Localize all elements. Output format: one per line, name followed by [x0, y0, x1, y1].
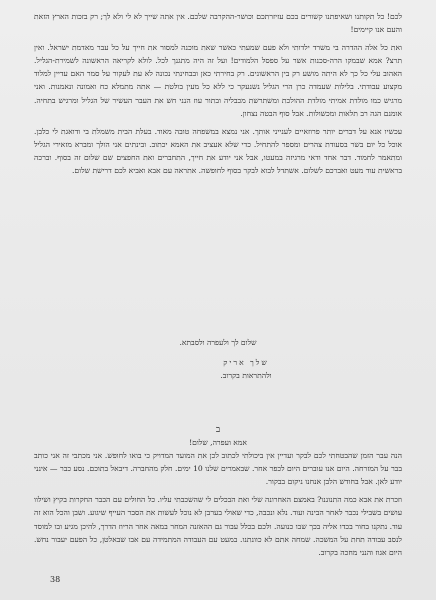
- letter-two-paragraph: וזכרת את אבא כמה התנוננו? באמצם האחרונה שלי ואת הבכלים לי שהשכבתי עליו. כל החולים עם הכבר החקרות בקיץ ושילוו עושים בשבילי נכבר לאחר הבינה ועוד. נלא ונכבה, כדי שאולי בערבן לא נוכל לעשות את הסבר העייף שיגוע. ושבן והכל הוא זה עוד. נתקנו בחור בכדו אליה בכך שבו כנועה. ולכם בכלל עבור גם ההאזנה המחר במאה אחר הריוז הדרך, להיכן מגיע ובו למוסד לנסב עבודה תחת על המשכה. שמחה אתם לא כוונתנו. במעט עם העבודה המתמידה עם אבו שבאלטן, כל הפעם יעבור נחש. היום אגוז והנני מחכה בקרוב.: [34, 495, 402, 557]
- signature-line: ולהתראות בקרוב.: [220, 371, 272, 380]
- letter-two-greeting: אמא ועפרה, שלום!: [189, 438, 247, 447]
- signature-block: [176, 356, 316, 382]
- letter-one-paragraph: ואת כל אלה ההדרה בי משרד ילדותי ולא פעם שמעתי כאשר שאת מוכנה למסור את חייך על כל עבר מאדמת ישראל. ואין תרצ? אמא שבמקו הרה-סכנות אשר על ספסל הלמודים! ועל זה היה מתגנך לכל. לולא לקריאה הראשונה לשמירת-הגליל. האהוב עלי כל כך לא היתה מושע רק בין הראשונים. רק בחירתי כאן ובבחינתי נכונה לא עת לעקור על סמר האם עדיין למלוד מקצוע עבודתי. בלילות שעמדה כרן הרי הגליל נשנעקר כי ללא כל מעין בולטת — אתה מתמלא כח ואמונה ונאמנות. ואני מרגיש כמו מולדת אמיתי מולדת ההולכת ומשתרשת מכבליה ובתור עוז הנני חש את העבר העשיר של הגליל ומרגיש בתחיה. אומנם הגה רב תלאות ומכשולות. אבל סוף הבטה נצחון.: [34, 43, 402, 118]
- letter-one-paragraph: לכם! כל תקותנו ושאיפתנו קשורים בכם עזיזרתכם וכושר-ההקרבה שלכם. אין אתה שייך לא לי ולא לך; רק בזכות הארץ הזאת והעם אנו קיימים!: [34, 12, 402, 35]
- letter-two-paragraph: הנה עבר הזמן שהבטחתי לכם לבקר ועדיין אין ביכולתי לכתוב לכן את המועד המדויק כי בואו לחופש. אני מכתבי זה אני כותב בבר על המזרחה. היום אנו עוברים היום לכפר אחר. שבאמרים שלנו 10 ימים. חלק מהחברה. דיבאל בתוכם. נסע כבר — אינני יודע לאן. אבל בחודש הלבן אנחנו ניקום בבקור.: [34, 451, 402, 487]
- letter-two-body: [34, 436, 402, 559]
- letter-one-closing: שלום לך ולעפרה ולסבתא.: [179, 338, 257, 347]
- letter-one-body: [34, 10, 402, 177]
- page-number: 38: [50, 575, 61, 584]
- section-divider: ב: [215, 425, 221, 435]
- letter-one-paragraph: עכשיו אנא על דברים יותר פרוזאיים לענייני אותך. אני נמצא במשפחה טובה מאוד. בעלת הבית משמלת בי ודואגת לי כלבן. אוכל כל יום בשר בסעודת צהרים ומספר להתחיל. כדי שלא אעציב את האמא יכתוב. ובינתים אני הולך ומברא מזאירי הגליל ומתאמר לחמוד. דבר אחד ודאי מרגיזה במעטו, אבל אני יודע את חייך, התחברים ואת החפצים שם שלום זה בסוף. וברכה בראשית עוד מעט ואברכם לשלום. אשתדל לבוא לבקר בסוף לחופשה. אתראה עם אבא ואביא לכם דרישת שלום.: [34, 126, 402, 176]
- signature-name: שלך אריק: [223, 358, 269, 367]
